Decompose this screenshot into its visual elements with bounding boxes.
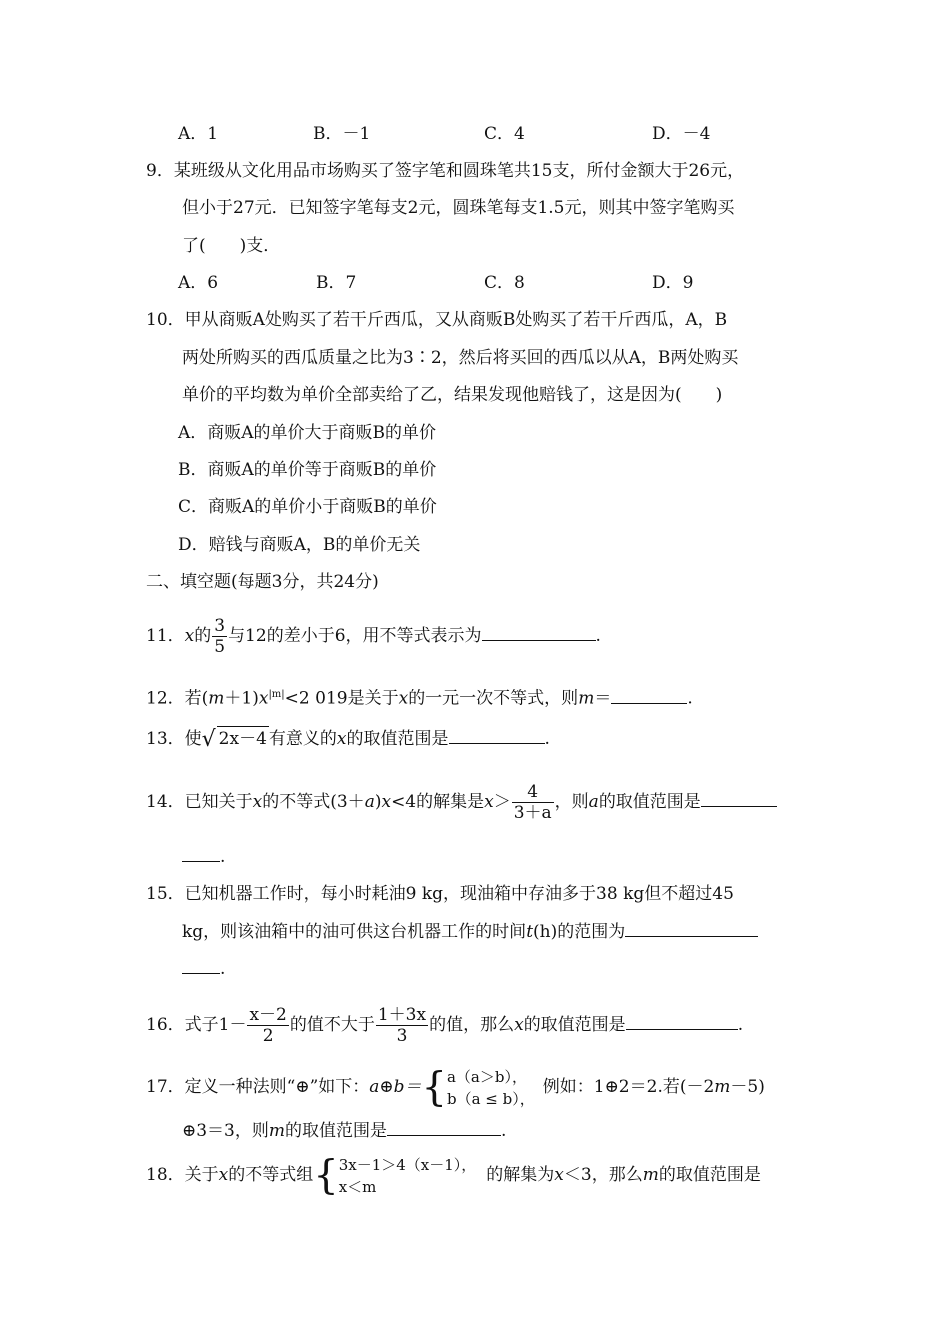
- q14-gt: ＞: [493, 792, 511, 812]
- q11-frac-den: 5: [214, 637, 226, 657]
- q18-rest3: 的取值范围是: [658, 1165, 761, 1185]
- q17-rest: 例如：1⊕2＝2.若(－2: [542, 1077, 715, 1097]
- q9-line-1: 9．某班级从文化用品市场购买了签字笔和圆珠笔共15支，所付金额大于26元，: [146, 161, 745, 181]
- q8-option-c: C．4: [484, 124, 525, 144]
- q16-pre: 16．式子1－: [146, 1015, 247, 1035]
- q16-fraction-2: [376, 1005, 428, 1046]
- q13-var-x: x: [336, 729, 347, 749]
- q10-line-1: 10．甲从商贩A处购买了若干斤西瓜，又从商贩B处购买了若干斤西瓜，A，B: [146, 310, 728, 330]
- q14-var-a2: a: [588, 792, 599, 812]
- q18-mid: 的不等式组: [228, 1165, 314, 1185]
- q11-de: 的: [194, 626, 212, 646]
- q13-end: .: [544, 729, 550, 749]
- q17-end: .: [501, 1121, 507, 1141]
- q14-fraction: [512, 782, 554, 823]
- q18-case-2: x＜m: [338, 1177, 377, 1196]
- q17-rest2: －5): [730, 1077, 765, 1097]
- q16-answer-blank[interactable]: [626, 1013, 738, 1030]
- q18: [146, 1152, 761, 1198]
- q10-option-b: B．商贩A的单价等于商贩B的单价: [178, 460, 437, 480]
- q9-option-a: A．6: [178, 273, 219, 293]
- q12-plus: ＋1): [224, 688, 259, 709]
- q17-cases: [447, 1066, 535, 1110]
- q10-option-d: D．赔钱与商贩A，B的单价无关: [178, 535, 421, 555]
- q16-fraction-1: [247, 1005, 288, 1046]
- q18-cases: [339, 1154, 477, 1198]
- q17-pre: 17．定义一种法则“⊕”如下：: [146, 1077, 370, 1097]
- q14-mid: 的不等式(3＋: [262, 792, 365, 812]
- q18-pre: 18．关于: [146, 1165, 219, 1185]
- q11-frac-num: 3: [214, 616, 226, 636]
- q11-fraction: [212, 616, 227, 657]
- q13-answer-blank[interactable]: [449, 727, 545, 744]
- q17-expr: a⊕b＝: [369, 1077, 422, 1097]
- q12-pre: 12．若(: [146, 688, 209, 709]
- q10-option-a: A．商贩A的单价大于商贩B的单价: [178, 423, 437, 443]
- q11-number: 11．: [146, 626, 185, 646]
- q14-continuation: [182, 845, 225, 869]
- q14-var-a: a: [364, 792, 375, 812]
- q17-line2-post: 的取值范围是: [285, 1121, 388, 1141]
- q14-mid3: <4的解集是: [391, 792, 485, 812]
- q13-mid: 有意义的: [268, 729, 337, 749]
- q17-answer-blank[interactable]: [387, 1119, 501, 1136]
- q16-mid2: 的值，那么: [429, 1015, 515, 1035]
- q12-answer-blank[interactable]: [611, 687, 687, 704]
- q12-var-m: m: [208, 688, 225, 709]
- q15-var-t: t: [526, 922, 534, 942]
- q18-rest: 的解集为: [486, 1165, 555, 1185]
- q14-frac-den: 3＋a: [513, 803, 552, 823]
- q15-line2-pre: kg，则该油箱中的油可供这台机器工作的时间: [182, 922, 527, 942]
- q13: [146, 726, 550, 752]
- q14-answer-blank-cont[interactable]: [182, 845, 220, 862]
- q12-var-x2: x: [398, 688, 409, 709]
- q15-answer-blank[interactable]: [625, 920, 758, 937]
- q17-line-2: [182, 1119, 506, 1143]
- q18-var-m: m: [642, 1165, 659, 1185]
- q9-option-d: D．9: [652, 273, 694, 293]
- q13-pre: 13．使: [146, 729, 202, 749]
- q16-mid: 的值不大于: [289, 1015, 375, 1035]
- q15-end: .: [220, 959, 226, 979]
- q13-rest: 的取值范围是: [346, 729, 449, 749]
- q16-frac2-den: 3: [396, 1026, 408, 1046]
- q16-rest: 的取值范围是: [523, 1015, 626, 1035]
- q10-line-3: 单价的平均数为单价全部卖给了乙，结果发现他赔钱了，这是因为( ): [182, 385, 723, 405]
- q12-var-x: x: [258, 688, 269, 709]
- q14-answer-blank[interactable]: [701, 790, 777, 807]
- q14-var-x: x: [252, 792, 263, 812]
- q8-option-a: A．1: [178, 124, 219, 144]
- q12-eq: ＝: [594, 688, 612, 709]
- q14-var-x2: x: [381, 792, 392, 812]
- brace-icon-2: {: [313, 1152, 339, 1199]
- q17-case-2: b（a ≤ b），: [446, 1089, 535, 1108]
- q14-var-x3: x: [484, 792, 494, 812]
- q15-line-2: [182, 920, 758, 944]
- q10-line-2: 两处所购买的西瓜质量之比为3∶2，然后将买回的西瓜以从A，B两处购买: [182, 348, 739, 368]
- q15-answer-blank-cont[interactable]: [182, 957, 220, 974]
- q16-frac1-den: 2: [262, 1026, 274, 1046]
- q11-answer-blank[interactable]: [482, 624, 596, 641]
- q15-continuation: [182, 957, 225, 981]
- q14-mid2: ): [374, 792, 382, 812]
- q12-exponent: |m|: [268, 689, 285, 700]
- q17-line2-pre: ⊕3＝3，则: [182, 1121, 269, 1141]
- q17-case-1: a（a＞b），: [446, 1067, 527, 1086]
- q15-line2-post: (h)的范围为: [533, 922, 626, 942]
- q17-var-m: m: [714, 1077, 731, 1097]
- q9-line-3: 了( )支．: [182, 236, 281, 256]
- q12: [146, 683, 693, 711]
- q11: [146, 608, 601, 664]
- q14-pre: 14．已知关于: [146, 792, 253, 812]
- q14-rest2: 的取值范围是: [598, 792, 701, 812]
- q17: [146, 1064, 765, 1110]
- q12-mid: <2 019是关于: [284, 688, 399, 709]
- q16-end: .: [737, 1015, 744, 1035]
- q11-text: 与12的差小于6，用不等式表示为: [228, 626, 482, 646]
- q17-var-m2: m: [268, 1121, 286, 1141]
- q14-rest: ，则: [554, 792, 589, 812]
- q11-var-x: x: [184, 626, 195, 646]
- q12-mid2: 的一元一次不等式，则: [408, 688, 579, 709]
- q14-end: .: [220, 847, 226, 867]
- q18-var-x2: x: [554, 1165, 564, 1185]
- q8-option-b: B．－1: [313, 124, 371, 144]
- q18-rest2: ＜3，那么: [563, 1165, 643, 1185]
- q9-line-2: 但小于27元．已知签字笔每支2元，圆珠笔每支1.5元，则其中签字笔购买: [182, 198, 735, 218]
- q18-case-1: 3x－1＞4（x－1），: [338, 1155, 477, 1174]
- q14: [146, 774, 777, 830]
- q13-radicand: 2x－4: [217, 726, 269, 751]
- section-heading: 二、填空题(每题3分，共24分): [146, 572, 379, 592]
- q16-var-x: x: [514, 1015, 524, 1035]
- q16: [146, 997, 743, 1053]
- q15-line-1: 15．已知机器工作时，每小时耗油9 kg，现油箱中存油多于38 kg但不超过45: [146, 884, 734, 904]
- q10-option-c: C．商贩A的单价小于商贩B的单价: [178, 497, 437, 517]
- q9-option-c: C．8: [484, 273, 525, 293]
- q16-frac1-num: x－2: [249, 1005, 287, 1025]
- radical-icon: √: [201, 727, 216, 752]
- q12-var-m2: m: [578, 688, 595, 709]
- q16-frac2-num: 1＋3x: [377, 1005, 427, 1025]
- q8-option-d: D．－4: [652, 124, 711, 144]
- q11-end: .: [595, 626, 601, 646]
- brace-icon: {: [421, 1064, 447, 1111]
- q9-option-b: B．7: [316, 273, 357, 293]
- q14-frac-num: 4: [512, 782, 554, 803]
- q18-var-x: x: [218, 1165, 229, 1185]
- q12-end: .: [687, 688, 693, 709]
